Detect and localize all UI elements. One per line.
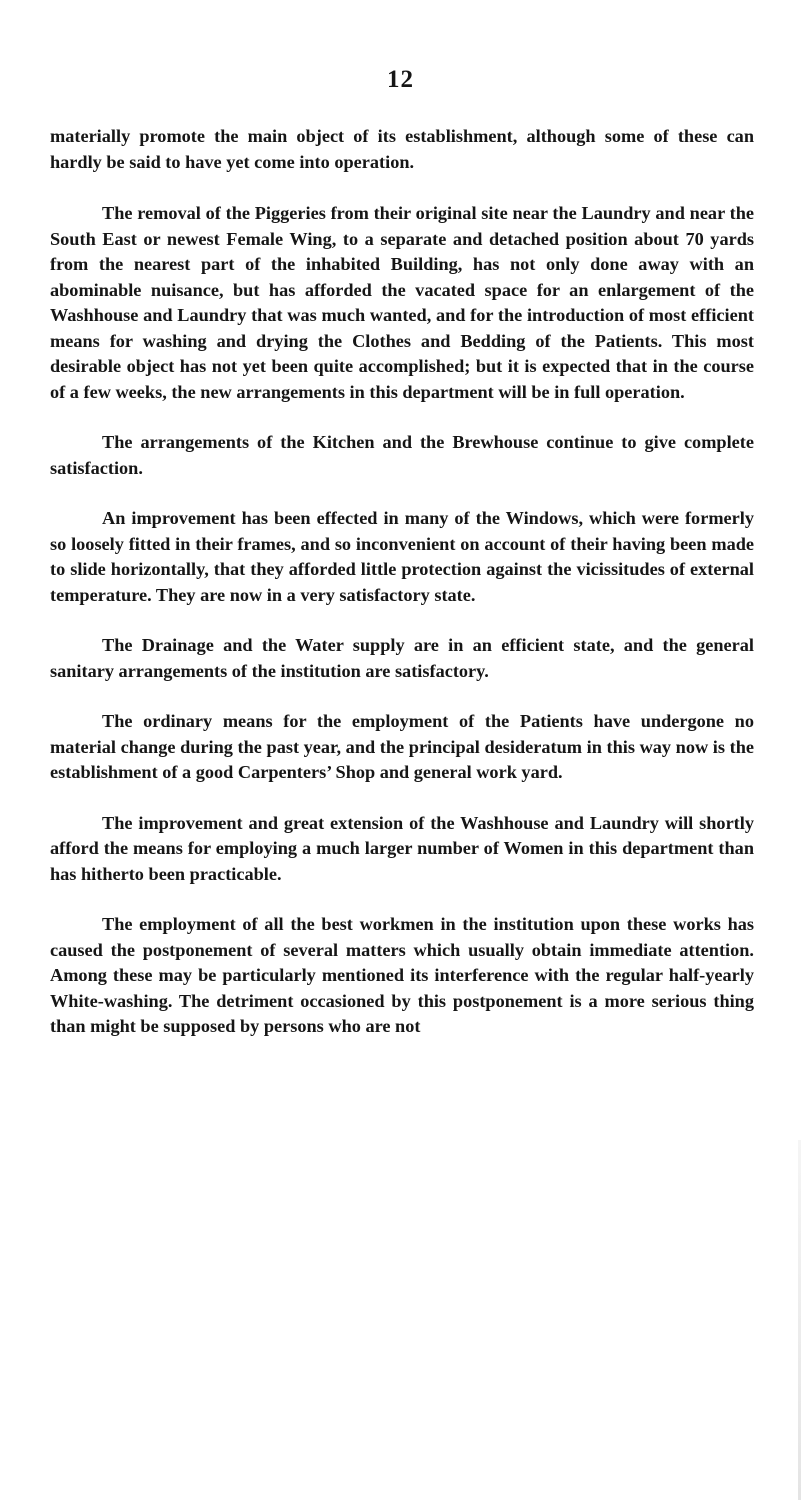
paragraph: The Drainage and the Water supply are in an efficient state, and the general sanitary arrangements of the institution are satisfactory. xyxy=(50,635,754,681)
paragraph: The improvement and great extension of the Washhouse and Laundry will shortly afford the means for employing a much larger number of Women in this department than has hitherto been practicable. xyxy=(50,812,754,884)
paragraph: The removal of the Piggeries from their original site near the Laundry and near the South East or newest Female Wing, to a separate and detached position about 70 yards from the nearest part of the inhabited Building, has not only done away with an abominable nuisance, but has afforded the vacated space for an enlargement of the Washhouse and Laundry that was much wanted, and for the introduction of most efficient means for washing and drying the Clothes and Bedding of the Patients. This most desirable object has not yet been quite accomplished; but it is expected that in the course of a few weeks, the new arrangements in this department will be in full operation. xyxy=(50,203,754,402)
paragraph: The employment of all the best workmen in the institution upon these works has caused the postponement of several matters which usually obtain immediate attention. Among these may be particularly mentioned its interference with the regular half-yearly White-washing. The detriment occasioned by this postponement is a more serious thing than might be supposed by persons who are not xyxy=(50,914,754,1036)
paragraph: The ordinary means for the employment of the Patients have undergone no material change during the past year, and the principal desideratum in this way now is the establishment of a good Carpenters’ Shop and general work yard. xyxy=(50,711,754,782)
body-text xyxy=(50,124,754,1065)
paragraph: An improvement has been effected in many of the Windows, which were formerly so loosely fitted in their frames, and so inconvenient on account of their having been made to slide horizontally, that they afforded little protection against the vicissitudes of external temperature. They are now in a very satisfactory state. xyxy=(50,508,754,605)
page-number: 12 xyxy=(387,66,414,93)
paragraph: The arrangements of the Kitchen and the Brewhouse continue to give complete satisfaction. xyxy=(50,432,754,478)
paragraph: materially promote the main object of its establishment, although some of these can hardly be said to have yet come into operation. xyxy=(50,126,754,172)
